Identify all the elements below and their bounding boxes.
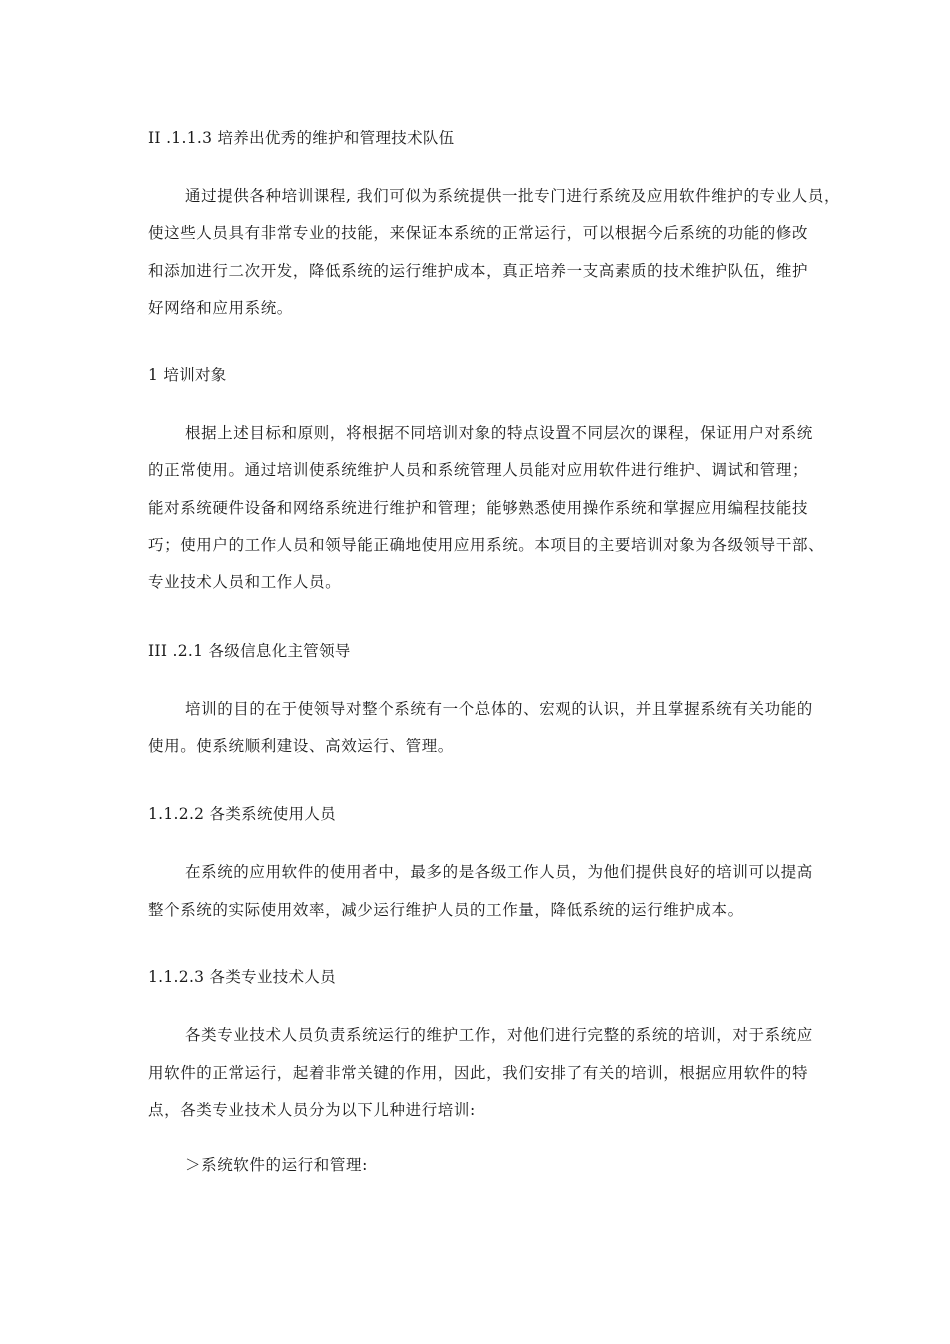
paragraph-line: 的正常使用。通过培训使系统维护人员和系统管理人员能对应用软件进行维护、调试和管理； [148,461,809,479]
paragraph-line: 用软件的正常运行，起着非常关键的作用，因此，我们安排了有关的培训，根据应用软件的特 [148,1064,809,1082]
section-heading-1122: 1.1.2.2 各类系统使用人员 [148,805,336,823]
section-heading-221: III .2.1 各级信息化主管领导 [148,642,351,660]
section-heading-1123: 1.1.2.3 各类专业技术人员 [148,968,336,986]
paragraph-line: 巧；使用户的工作人员和领导能正确地使用应用系统。本项目的主要培训对象为各级领导干部、 [148,536,825,554]
paragraph-line: 好网络和应用系统。 [148,299,293,317]
paragraph-line: 通过提供各种培训课程, 我们可似为系统提供一批专门进行系统及应用软件维护的专业人员， [185,187,841,205]
paragraph-line: 整个系统的实际使用效率，减少运行维护人员的工作量，降低系统的运行维护成本。 [148,901,744,919]
paragraph-line: 和添加进行二次开发，降低系统的运行维护成本，真正培养一支高素质的技术维护队伍，维护 [148,262,809,280]
paragraph-line: 专业技术人员和工作人员。 [148,573,342,591]
paragraph-line: 培训的目的在于使领导对整个系统有一个总体的、宏观的认识，并且掌握系统有关功能的 [185,700,813,718]
paragraph-line: 使用。使系统顺利建设、高效运行、管理。 [148,737,454,755]
paragraph-line: 点，各类专业技术人员分为以下儿种进行培训: [148,1101,476,1119]
paragraph-line: 使这些人员具有非常专业的技能，来保证本系统的正常运行，可以根据今后系统的功能的修改 [148,224,809,242]
section-heading-1113: II .1.1.3 培养出优秀的维护和管理技术队伍 [148,129,455,147]
paragraph-line: 能对系统硬件设备和网络系统进行维护和管理；能够熟悉使用操作系统和掌握应用编程技能技 [148,499,809,517]
paragraph-line: 在系统的应用软件的使用者中，最多的是各级工作人员，为他们提供良好的培训可以提高 [185,863,813,881]
section-heading-objects: 1 培训对象 [148,366,227,384]
paragraph-line: 根据上述目标和原则，将根据不同培训对象的特点设置不同层次的课程，保证用户对系统 [185,424,813,442]
bullet-item: ＞系统软件的运行和管理: [185,1156,368,1174]
paragraph-line: 各类专业技术人员负责系统运行的维护工作，对他们进行完整的系统的培训，对于系统应 [185,1026,813,1044]
